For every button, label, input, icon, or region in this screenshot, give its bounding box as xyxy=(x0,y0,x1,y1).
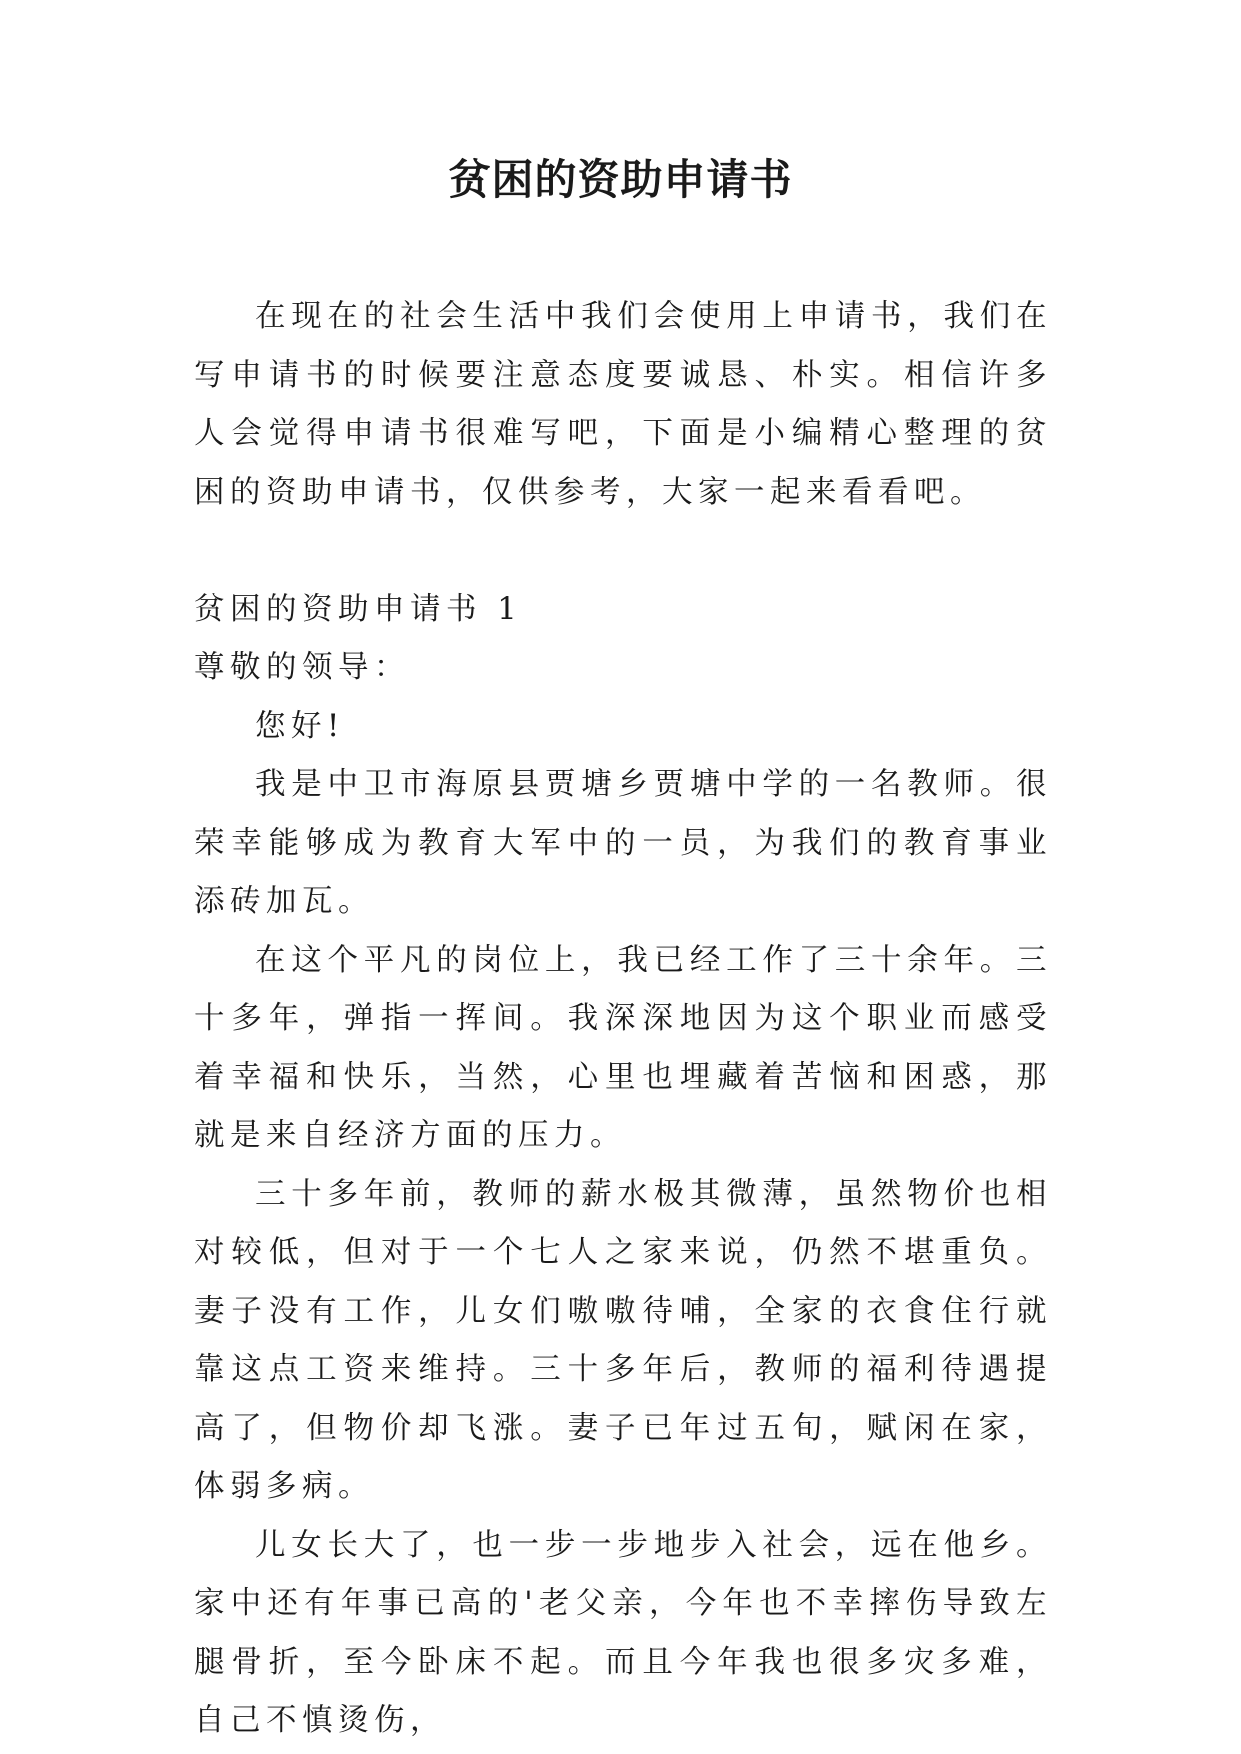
intro-paragraph: 在现在的社会生活中我们会使用上申请书，我们在写申请书的时候要注意态度要诚恳、朴实。相信许多人会觉得申请书很难写吧，下面是小编精心整理的贫困的资助申请书，仅供参考，大家一起来看看吧。 xyxy=(194,299,1052,510)
body-paragraph: 在这个平凡的岗位上，我已经工作了三十余年。三十多年，弹指一挥间。我深深地因为这个职业而感受着幸福和快乐，当然，心里也埋藏着苦恼和困惑，那就是来自经济方面的压力。 xyxy=(194,942,1052,1153)
greeting: 您好! xyxy=(255,708,345,744)
body-paragraph: 儿女长大了，也一步一步地步入社会，远在他乡。家中还有年事已高的'老父亲，今年也不幸摔伤导致左腿骨折，至今卧床不起。而且今年我也很多灾多难，自己不慎烫伤， xyxy=(194,1527,1052,1738)
section-heading: 贫困的资助申请书 1 xyxy=(194,591,523,627)
document-title: 贫困的资助申请书 xyxy=(448,155,793,204)
body-paragraph: 三十多年前，教师的薪水极其微薄，虽然物价也相对较低，但对于一个七人之家来说，仍然不堪重负。妻子没有工作，儿女们嗷嗷待哺，全家的衣食住行就靠这点工资来维持。三十多年后，教师的福利待遇提高了，但物价却飞涨。妻子已年过五旬，赋闲在家，体弱多病。 xyxy=(194,1176,1052,1504)
body-paragraph: 我是中卫市海原县贾塘乡贾塘中学的一名教师。很荣幸能够成为教育大军中的一员，为我们的教育事业添砖加瓦。 xyxy=(194,767,1052,919)
salutation: 尊敬的领导： xyxy=(194,650,410,685)
document-body xyxy=(194,288,1052,1751)
paragraph-spacer xyxy=(194,522,1052,581)
